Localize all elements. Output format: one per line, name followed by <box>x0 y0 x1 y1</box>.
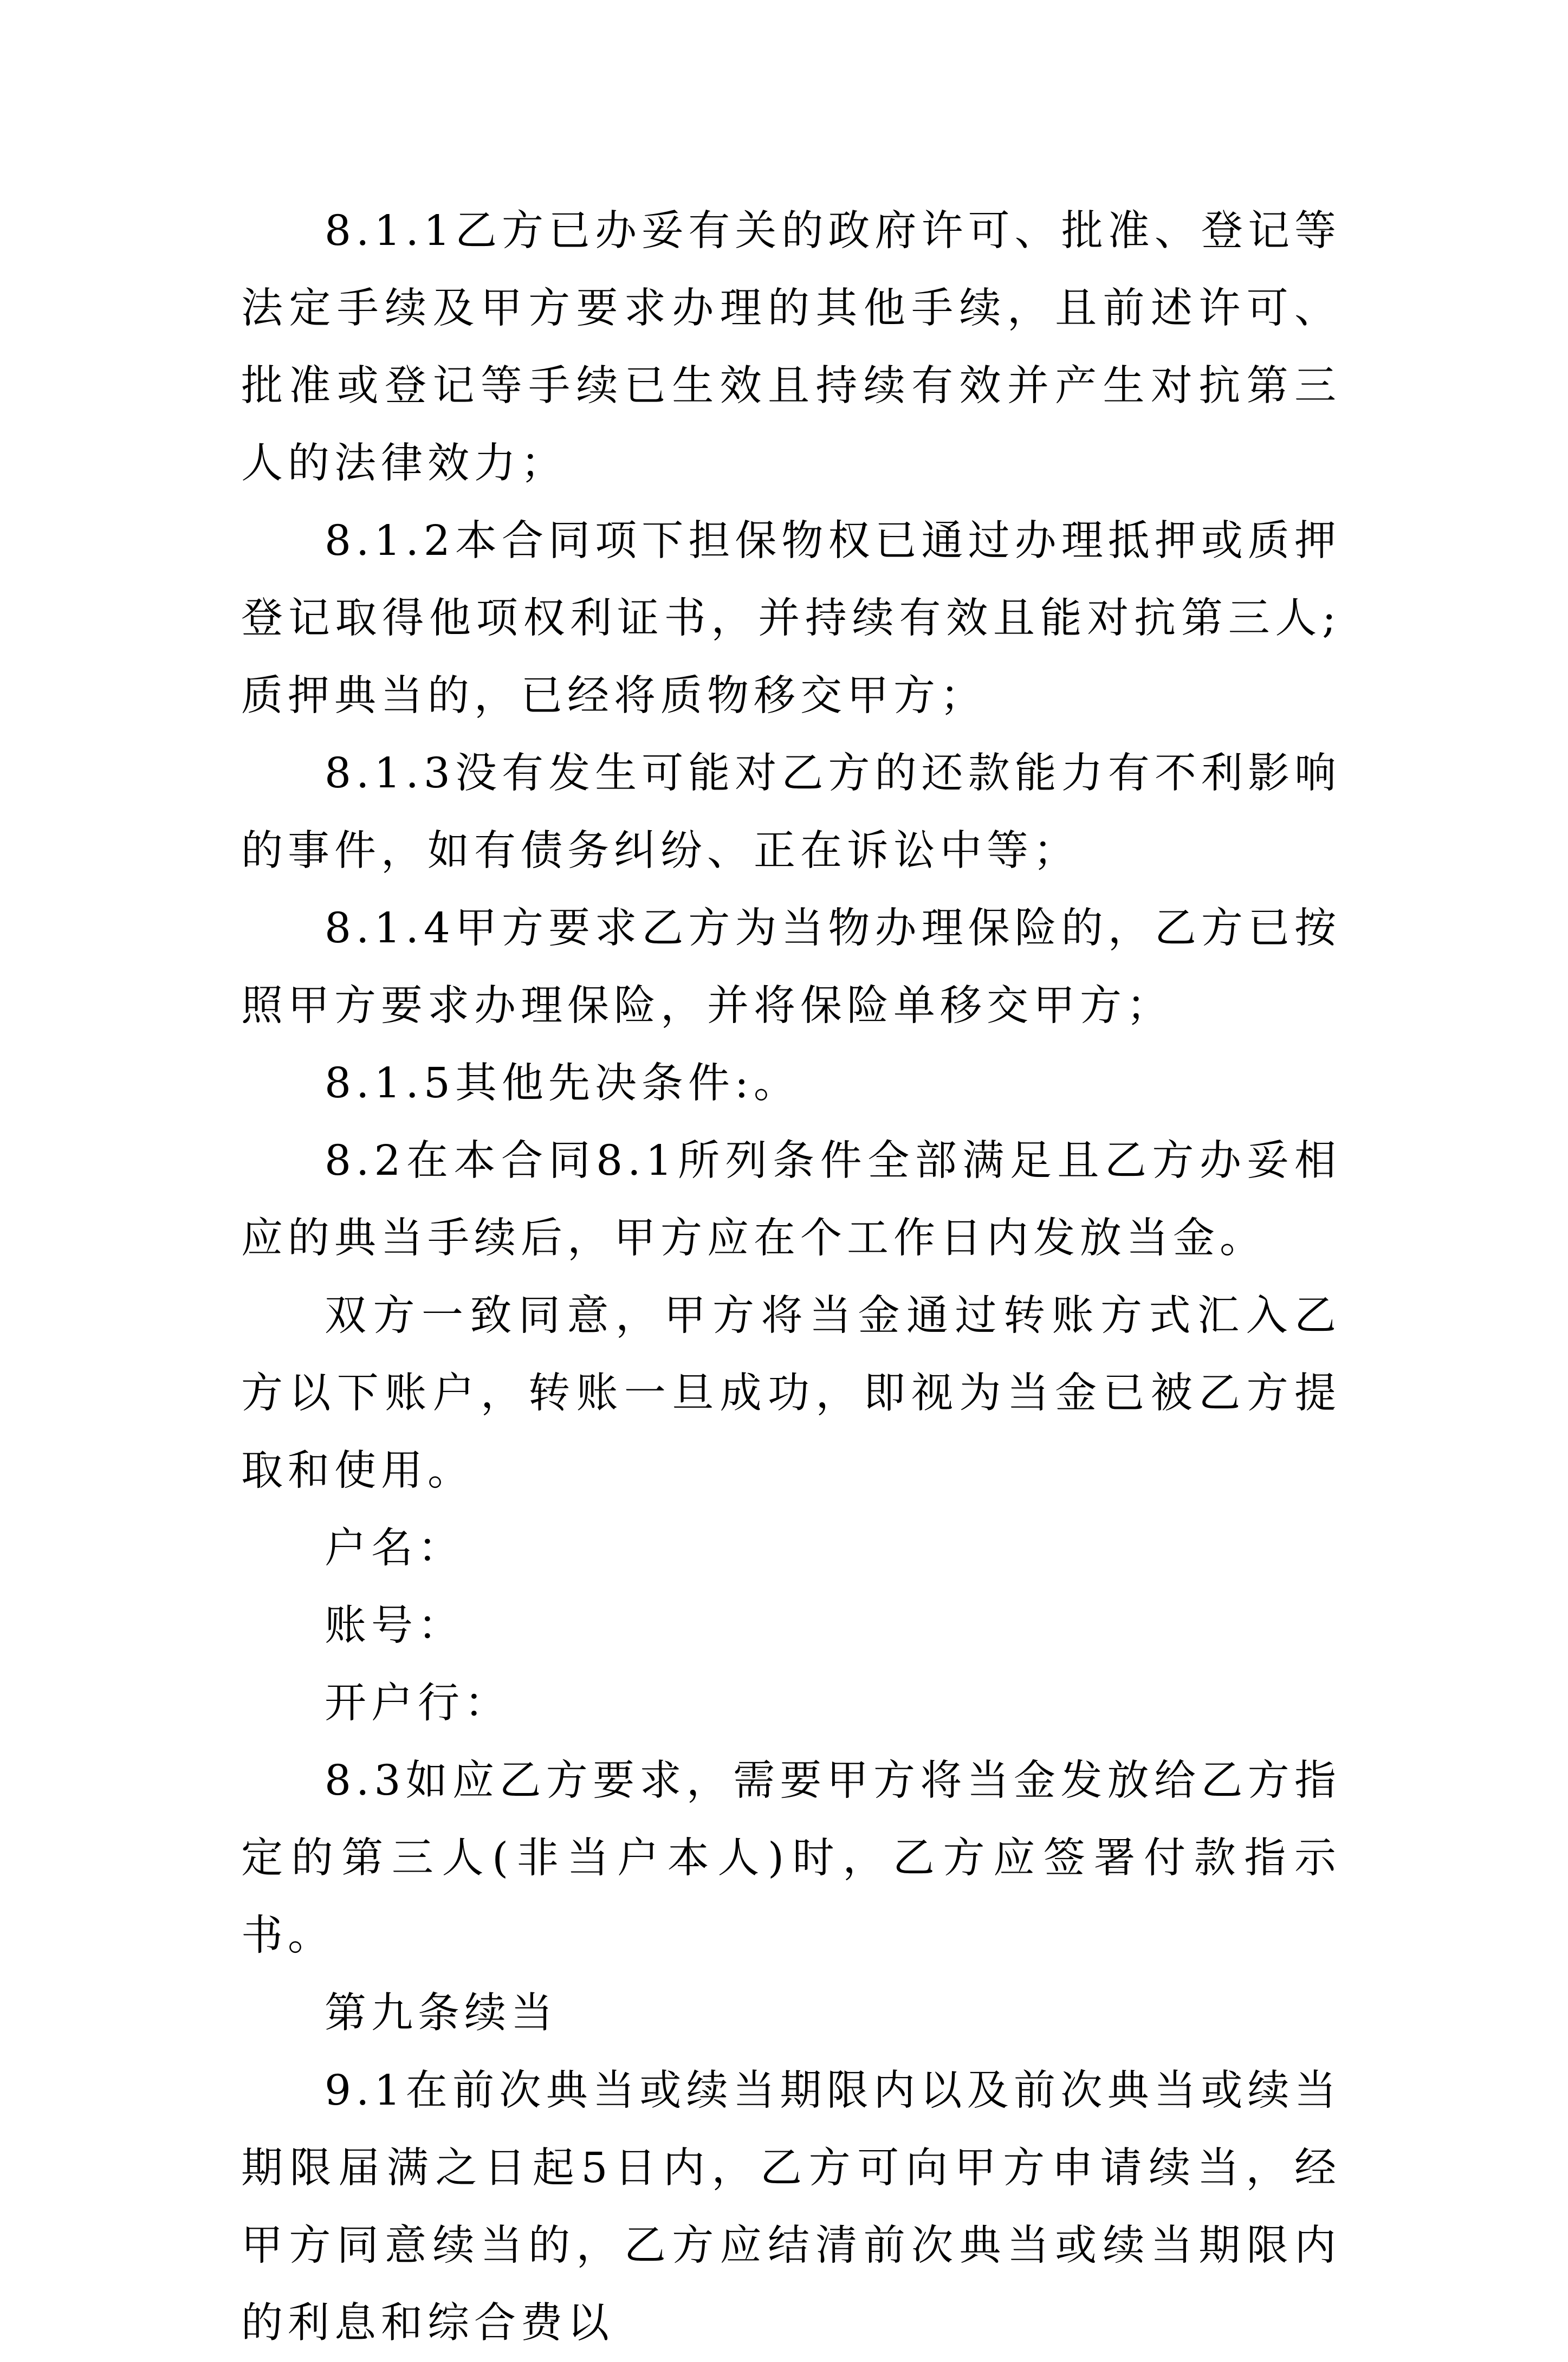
account-number-field: 账号： <box>325 1602 464 1650</box>
clause-8-3: 8.3如应乙方要求，需要甲方将当金发放给乙方指定的第三人(非当户本人)时，乙方应签署付款指示书。 <box>241 1757 1341 1960</box>
account-name-field: 户名： <box>325 1524 464 1572</box>
clause-9-1: 9.1在前次典当或续当期限内以及前次典当或续当期限届满之日起5日内，乙方可向甲方申请续当，经甲方同意续当的，乙方应结清前次典当或续当期限内的利息和综合费以 <box>241 2067 1341 2347</box>
document-body <box>241 192 1341 2362</box>
clause-8-1-4: 8.1.4甲方要求乙方为当物办理保险的，乙方已按照甲方要求办理保险，并将保险单移交甲方； <box>241 904 1341 1030</box>
clause-8-2: 8.2在本合同8.1所列条件全部满足且乙方办妥相应的典当手续后，甲方应在个工作日内发放当金。 <box>241 1137 1341 1263</box>
clause-8-1-3: 8.1.3没有发生可能对乙方的还款能力有不利影响的事件，如有债务纠纷、正在诉讼中等； <box>241 749 1341 875</box>
transfer-agreement: 双方一致同意，甲方将当金通过转账方式汇入乙方以下账户，转账一旦成功，即视为当金已被乙方提取和使用。 <box>241 1292 1341 1495</box>
clause-8-1-5: 8.1.5其他先决条件:。 <box>325 1059 800 1108</box>
clause-8-1-1: 8.1.1乙方已办妥有关的政府许可、批准、登记等法定手续及甲方要求办理的其他手续，且前述许可、批准或登记等手续已生效且持续有效并产生对抗第三人的法律效力； <box>241 207 1341 488</box>
bank-branch-field: 开户行： <box>325 1679 511 1727</box>
article-9-heading: 第九条续当 <box>325 1989 558 2037</box>
clause-8-1-2: 8.1.2本合同项下担保物权已通过办理抵押或质押登记取得他项权利证书，并持续有效且能对抗第三人;质押典当的，已经将质物移交甲方； <box>241 517 1341 720</box>
